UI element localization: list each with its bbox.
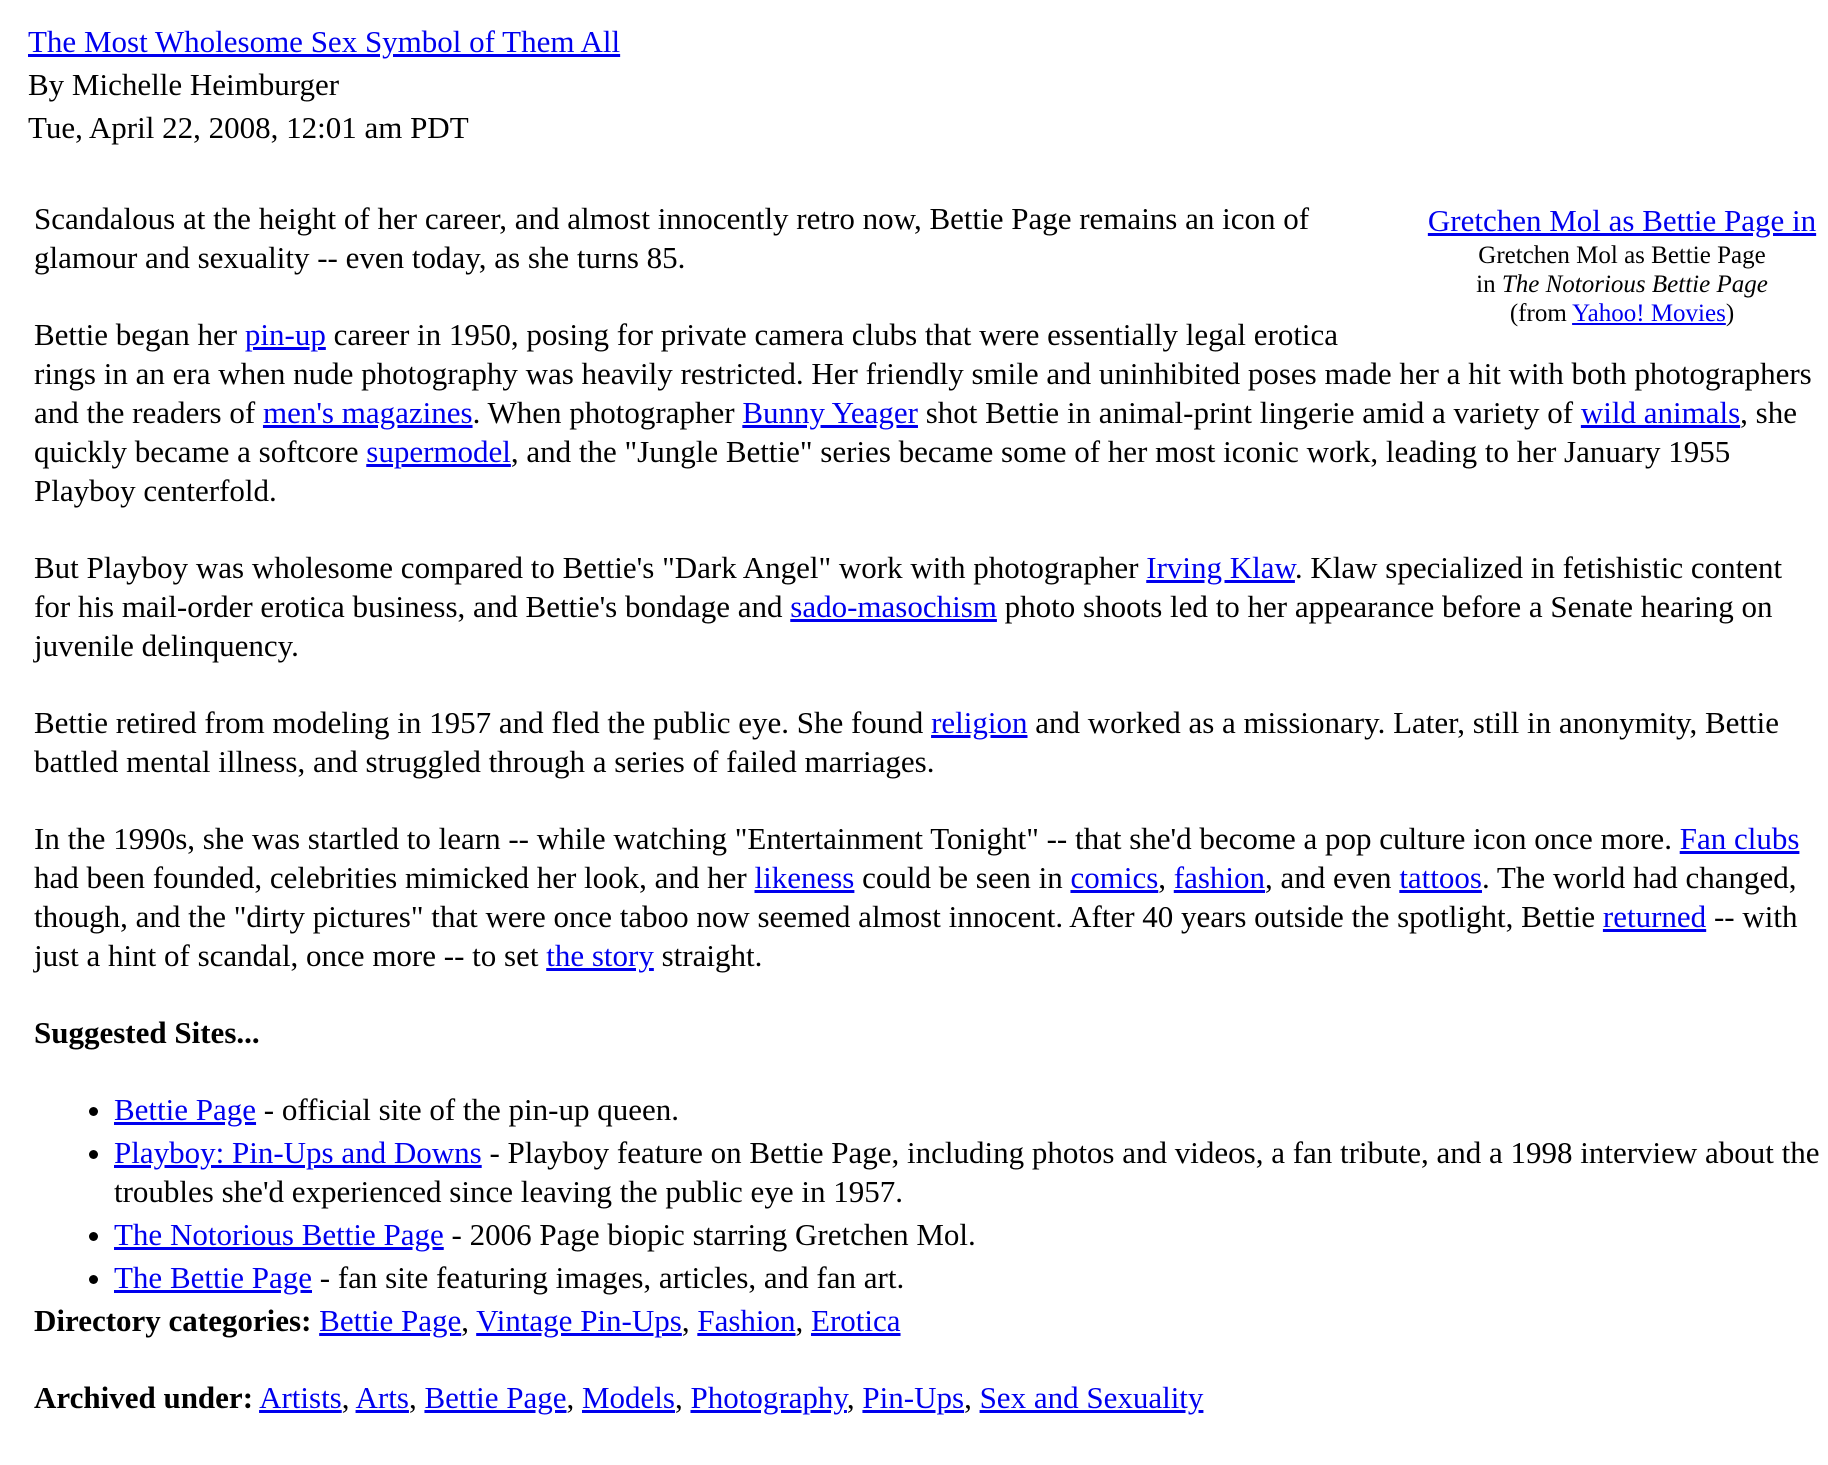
text-run: , and the "Jungle Bettie" series became some of her most iconic work, leading to her January 1955 Playboy centerfold. bbox=[34, 434, 1731, 508]
byline: By Michelle Heimburger bbox=[28, 67, 340, 102]
suggested-site-link[interactable]: The Notorious Bettie Page bbox=[114, 1217, 444, 1252]
link-mens-magazines[interactable]: men's magazines bbox=[262, 395, 473, 430]
archive-link-sex-and-sexuality[interactable]: Sex and Sexuality bbox=[979, 1380, 1204, 1415]
text-run: , bbox=[1158, 860, 1174, 895]
suggested-site-link[interactable]: Playboy: Pin-Ups and Downs bbox=[114, 1135, 482, 1170]
heading-text: Suggested Sites... bbox=[34, 1015, 260, 1050]
link-likeness[interactable]: likeness bbox=[754, 860, 855, 895]
text-run: , she quickly became a softcore bbox=[34, 395, 1797, 469]
text-run: shot Bettie in animal-print lingerie amid a variety of bbox=[917, 395, 1581, 430]
archive-link-photography[interactable]: Photography bbox=[690, 1380, 847, 1415]
suggested-site-desc: - official site of the pin-up queen. bbox=[256, 1092, 680, 1127]
text-run: photo shoots led to her appearance before a Senate hearing on juvenile delinquency. bbox=[34, 589, 1773, 663]
text-run: But Playboy was wholesome compared to Bettie's "Dark Angel" work with photographer bbox=[34, 550, 1147, 585]
archive-link-artists[interactable]: Artists bbox=[259, 1380, 342, 1415]
link-bunny-yeager[interactable]: Bunny Yeager bbox=[742, 395, 918, 430]
link-wild-animals[interactable]: wild animals bbox=[1580, 395, 1741, 430]
text-run: . The world had changed, though, and the "dirty pictures" that were once taboo now seemed almost innocent. After 40 years outside the spotlight, Bettie bbox=[34, 860, 1797, 934]
text-run: could be seen in bbox=[854, 860, 1071, 895]
article-header bbox=[28, 20, 1828, 149]
link-tattoos[interactable]: tattoos bbox=[1399, 860, 1482, 895]
archive-link-models[interactable]: Models bbox=[581, 1380, 675, 1415]
text-run: . Klaw specialized in fetishistic content for his mail-order erotica business, and Bettie's bondage and bbox=[34, 550, 1783, 624]
paragraph-retirement bbox=[34, 703, 1822, 781]
text-run: Bettie began her bbox=[34, 317, 245, 352]
archive-link-bettie-page[interactable]: Bettie Page bbox=[424, 1380, 567, 1415]
article-title-link[interactable]: The Most Wholesome Sex Symbol of Them All bbox=[28, 24, 621, 59]
photo-caption-in: in bbox=[1476, 271, 1496, 298]
suggested-site-link[interactable]: The Bettie Page bbox=[114, 1260, 312, 1295]
article-body bbox=[28, 199, 1822, 1417]
paragraph-revival bbox=[34, 819, 1822, 975]
link-comics[interactable]: comics bbox=[1070, 860, 1159, 895]
text-run: , and even bbox=[1265, 860, 1400, 895]
photo-caption-from: (from bbox=[1509, 300, 1567, 327]
archive-link-arts[interactable]: Arts bbox=[355, 1380, 409, 1415]
photo-caption-line1: Gretchen Mol as Bettie Page bbox=[1478, 242, 1766, 269]
photo-link[interactable]: Gretchen Mol as Bettie Page in bbox=[1427, 203, 1817, 238]
paragraph-text: Scandalous at the height of her career, and almost innocently retro now, Bettie Page remains an icon of glamour and sexuality -- even today, as she turns 85. bbox=[34, 201, 1310, 275]
paragraph-career bbox=[34, 315, 1822, 510]
archived-under: Archived under: Artists, Arts, Bettie Page, Models, Photography, Pin-Ups, Sex and Sexuality bbox=[34, 1380, 1204, 1415]
suggested-sites-list bbox=[34, 1090, 1822, 1297]
link-religion[interactable]: religion bbox=[931, 705, 1028, 740]
text-run: straight. bbox=[653, 938, 763, 973]
text-run: Bettie retired from modeling in 1957 and fled the public eye. She found bbox=[34, 705, 932, 740]
link-returned[interactable]: returned bbox=[1602, 899, 1707, 934]
directory-categories: Directory categories: Bettie Page, Vintage Pin-Ups, Fashion, Erotica bbox=[34, 1303, 901, 1338]
directory-link-bettie-page[interactable]: Bettie Page bbox=[319, 1303, 462, 1338]
list-item bbox=[114, 1090, 1822, 1129]
suggested-site-desc: - fan site featuring images, articles, and fan art. bbox=[312, 1260, 905, 1295]
text-run: In the 1990s, she was startled to learn -- while watching "Entertainment Tonight" -- that she'd become a pop culture icon once more. bbox=[34, 821, 1680, 856]
link-the-story[interactable]: the story bbox=[546, 938, 654, 973]
list-item bbox=[114, 1258, 1822, 1297]
archived-label: Archived under: bbox=[34, 1380, 254, 1415]
photo-caption-close: ) bbox=[1725, 300, 1735, 327]
archive-link-pin-ups[interactable]: Pin-Ups bbox=[862, 1380, 965, 1415]
directory-link-fashion[interactable]: Fashion bbox=[697, 1303, 796, 1338]
directory-link-erotica[interactable]: Erotica bbox=[811, 1303, 901, 1338]
list-item bbox=[114, 1133, 1822, 1211]
text-run: . When photographer bbox=[472, 395, 743, 430]
suggested-sites-heading bbox=[34, 1013, 1822, 1052]
suggested-site-desc: - 2006 Page biopic starring Gretchen Mol. bbox=[443, 1217, 976, 1252]
publish-date: Tue, April 22, 2008, 12:01 am PDT bbox=[28, 110, 469, 145]
suggested-site-link[interactable]: Bettie Page bbox=[114, 1092, 257, 1127]
paragraph-dark-angel bbox=[34, 548, 1822, 665]
text-run: had been founded, celebrities mimicked her look, and her bbox=[34, 860, 755, 895]
link-fashion[interactable]: fashion bbox=[1173, 860, 1266, 895]
text-run: -- with just a hint of scandal, once more -- to set bbox=[34, 899, 1798, 973]
text-run: career in 1950, posing for private camera clubs that were essentially legal erotica rings in an era when nude photography was heavily restricted. Her friendly smile and uninhibited poses made her a hit with both photographers and the readers of bbox=[34, 317, 1812, 430]
directory-link-vintage-pin-ups[interactable]: Vintage Pin-Ups bbox=[476, 1303, 682, 1338]
suggested-site-desc: - Playboy feature on Bettie Page, including photos and videos, a fan tribute, and a 1998 interview about the troubles she'd experienced since leaving the public eye in 1957. bbox=[114, 1135, 1820, 1209]
photo-aside bbox=[1412, 201, 1828, 328]
link-irving-klaw[interactable]: Irving Klaw bbox=[1146, 550, 1295, 585]
photo-caption-film: The Notorious Bettie Page bbox=[1501, 271, 1768, 298]
yahoo-movies-link[interactable]: Yahoo! Movies bbox=[1572, 300, 1726, 327]
list-item bbox=[114, 1215, 1822, 1254]
link-sado-masochism[interactable]: sado-masochism bbox=[790, 589, 997, 624]
directory-label: Directory categories: bbox=[34, 1303, 312, 1338]
text-run: and worked as a missionary. Later, still in anonymity, Bettie battled mental illness, and struggled through a series of failed marriages. bbox=[34, 705, 1779, 779]
link-supermodel[interactable]: supermodel bbox=[366, 434, 511, 469]
link-fan-clubs[interactable]: Fan clubs bbox=[1679, 821, 1800, 856]
link-pin-up[interactable]: pin-up bbox=[244, 317, 326, 352]
